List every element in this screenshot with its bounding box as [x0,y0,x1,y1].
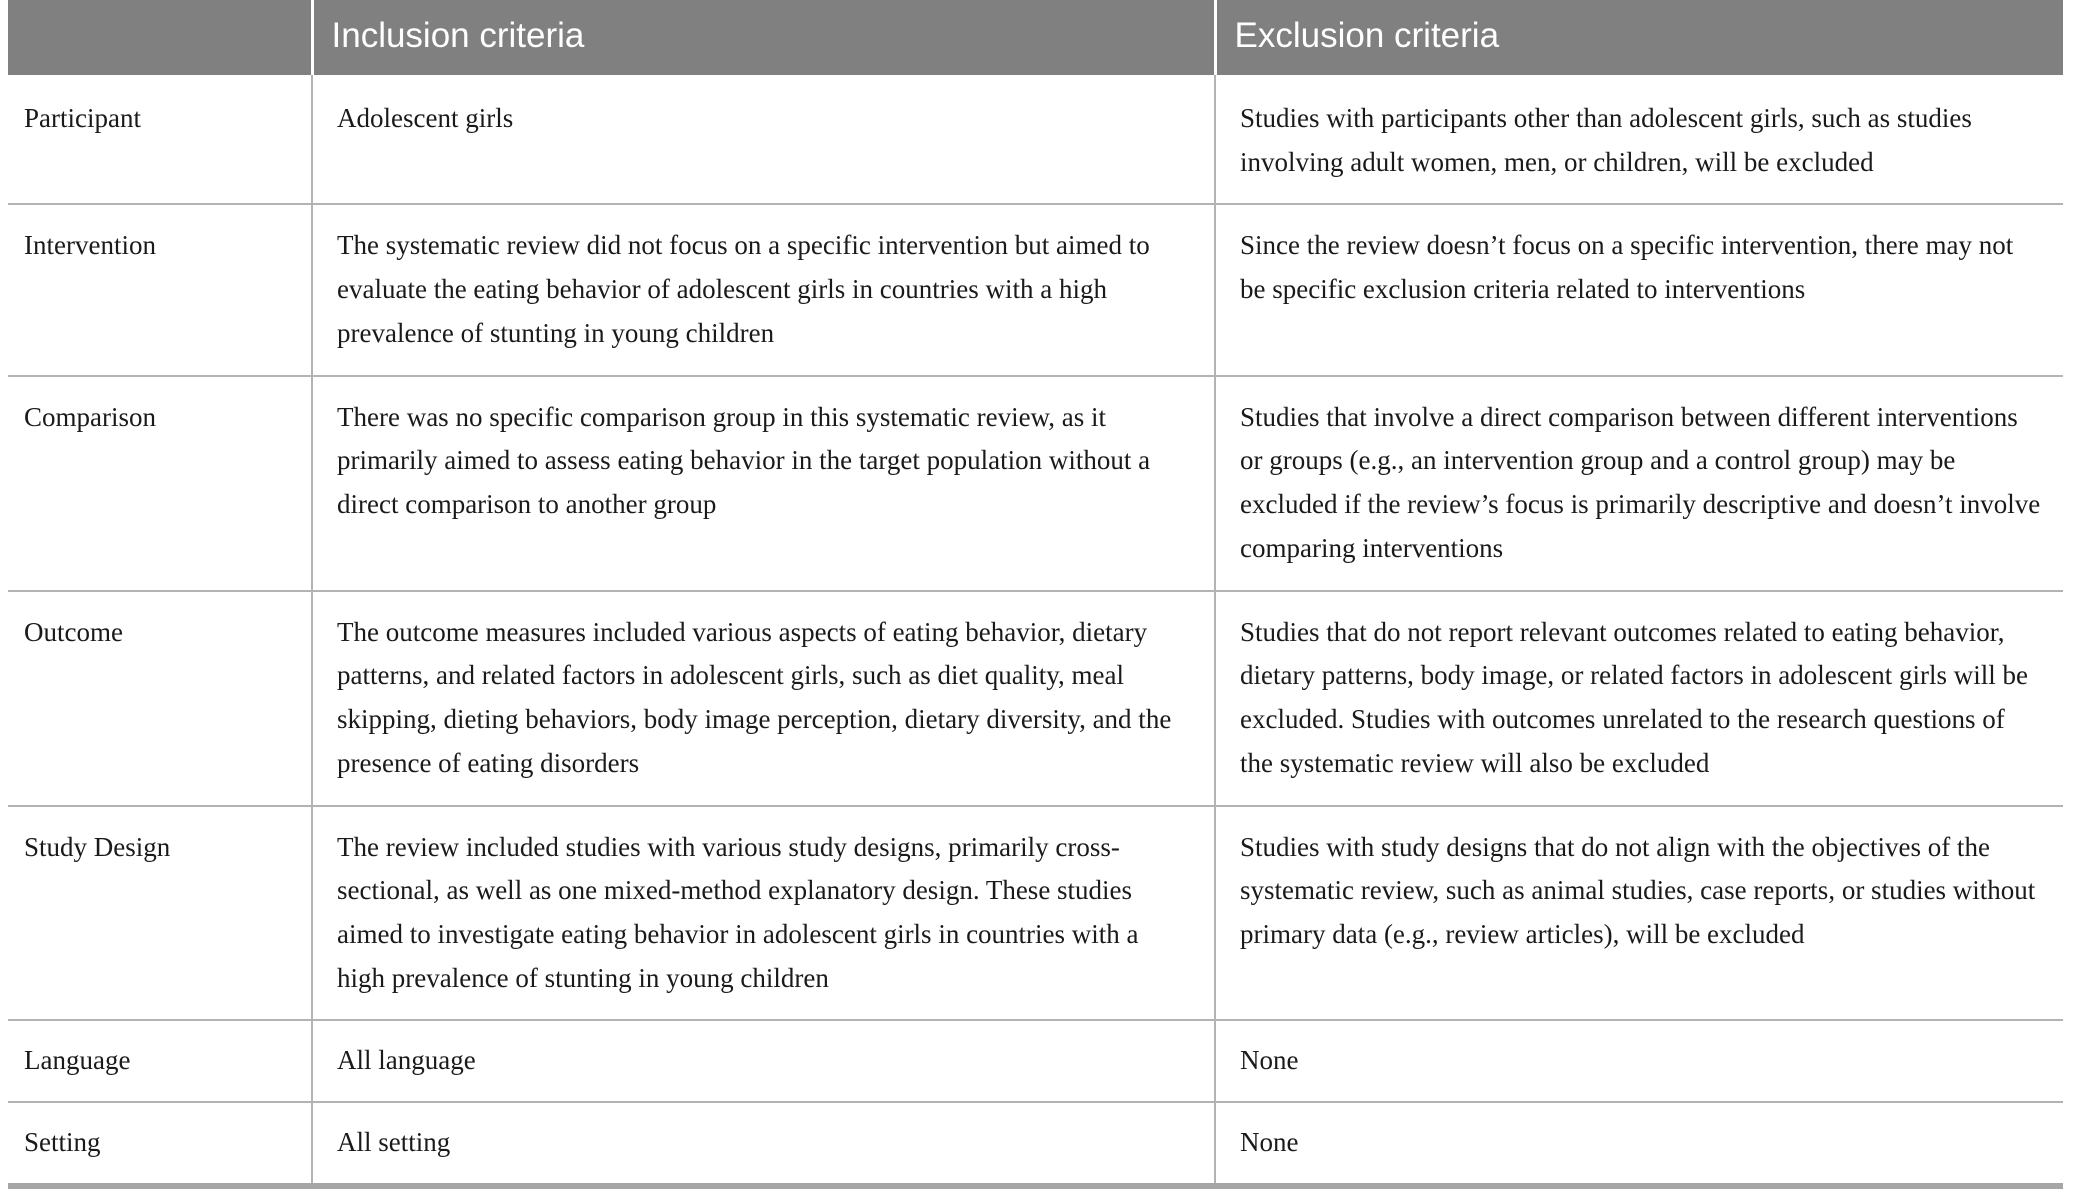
inclusion-cell-language: All language [312,1020,1215,1102]
exclusion-cell-participant: Studies with participants other than adolescent girls, such as studies involving adult women, men, or children, will be excluded [1215,75,2063,204]
table-row [8,806,2063,1021]
table-row [8,75,2063,204]
inclusion-cell-study-design: The review included studies with various study designs, primarily cross-sectional, as well as one mixed-method explanatory design. These studies aimed to investigate eating behavior in adolescent girls in countries with a high prevalence of stunting in young children [312,806,1215,1021]
table-row [8,591,2063,806]
table-row [8,1102,2063,1186]
exclusion-cell-study-design: Studies with study designs that do not align with the objectives of the systematic review, such as animal studies, case reports, or studies without primary data (e.g., review articles), will be excluded [1215,806,2063,1021]
column-header-category [8,0,312,75]
inclusion-cell-participant: Adolescent girls [312,75,1215,204]
inclusion-cell-intervention: The systematic review did not focus on a specific intervention but aimed to evaluate the eating behavior of adolescent girls in countries with a high prevalence of stunting in young children [312,204,1215,375]
inclusion-cell-setting: All setting [312,1102,1215,1186]
exclusion-cell-intervention: Since the review doesn’t focus on a specific intervention, there may not be specific exclusion criteria related to interventions [1215,204,2063,375]
table-body [8,75,2063,1186]
inclusion-cell-outcome: The outcome measures included various aspects of eating behavior, dietary patterns, and related factors in adolescent girls, such as diet quality, meal skipping, dieting behaviors, body image perception, dietary diversity, and the presence of eating disorders [312,591,1215,806]
exclusion-cell-language: None [1215,1020,2063,1102]
row-label-language: Language [8,1020,312,1102]
exclusion-cell-outcome: Studies that do not report relevant outcomes related to eating behavior, dietary patterns, body image, or related factors in adolescent girls will be excluded. Studies with outcomes unrelated to the research questions of the systematic review will also be excluded [1215,591,2063,806]
exclusion-cell-setting: None [1215,1102,2063,1186]
column-header-exclusion-criteria: Exclusion criteria [1215,0,2063,75]
inclusion-cell-comparison: There was no specific comparison group in this systematic review, as it primarily aimed to assess eating behavior in the target population without a direct comparison to another group [312,376,1215,591]
table-header-row [8,0,2063,75]
table-header [8,0,2063,75]
table-row [8,376,2063,591]
inclusion-exclusion-criteria-table [8,0,2063,1189]
row-label-study-design: Study Design [8,806,312,1021]
exclusion-cell-comparison: Studies that involve a direct comparison between different interventions or groups (e.g., an intervention group and a control group) may be excluded if the review’s focus is primarily descriptive and doesn’t involve comparing interventions [1215,376,2063,591]
column-header-inclusion-criteria: Inclusion criteria [312,0,1215,75]
table-row [8,1020,2063,1102]
row-label-setting: Setting [8,1102,312,1186]
row-label-outcome: Outcome [8,591,312,806]
row-label-participant: Participant [8,75,312,204]
row-label-intervention: Intervention [8,204,312,375]
table-row [8,204,2063,375]
row-label-comparison: Comparison [8,376,312,591]
